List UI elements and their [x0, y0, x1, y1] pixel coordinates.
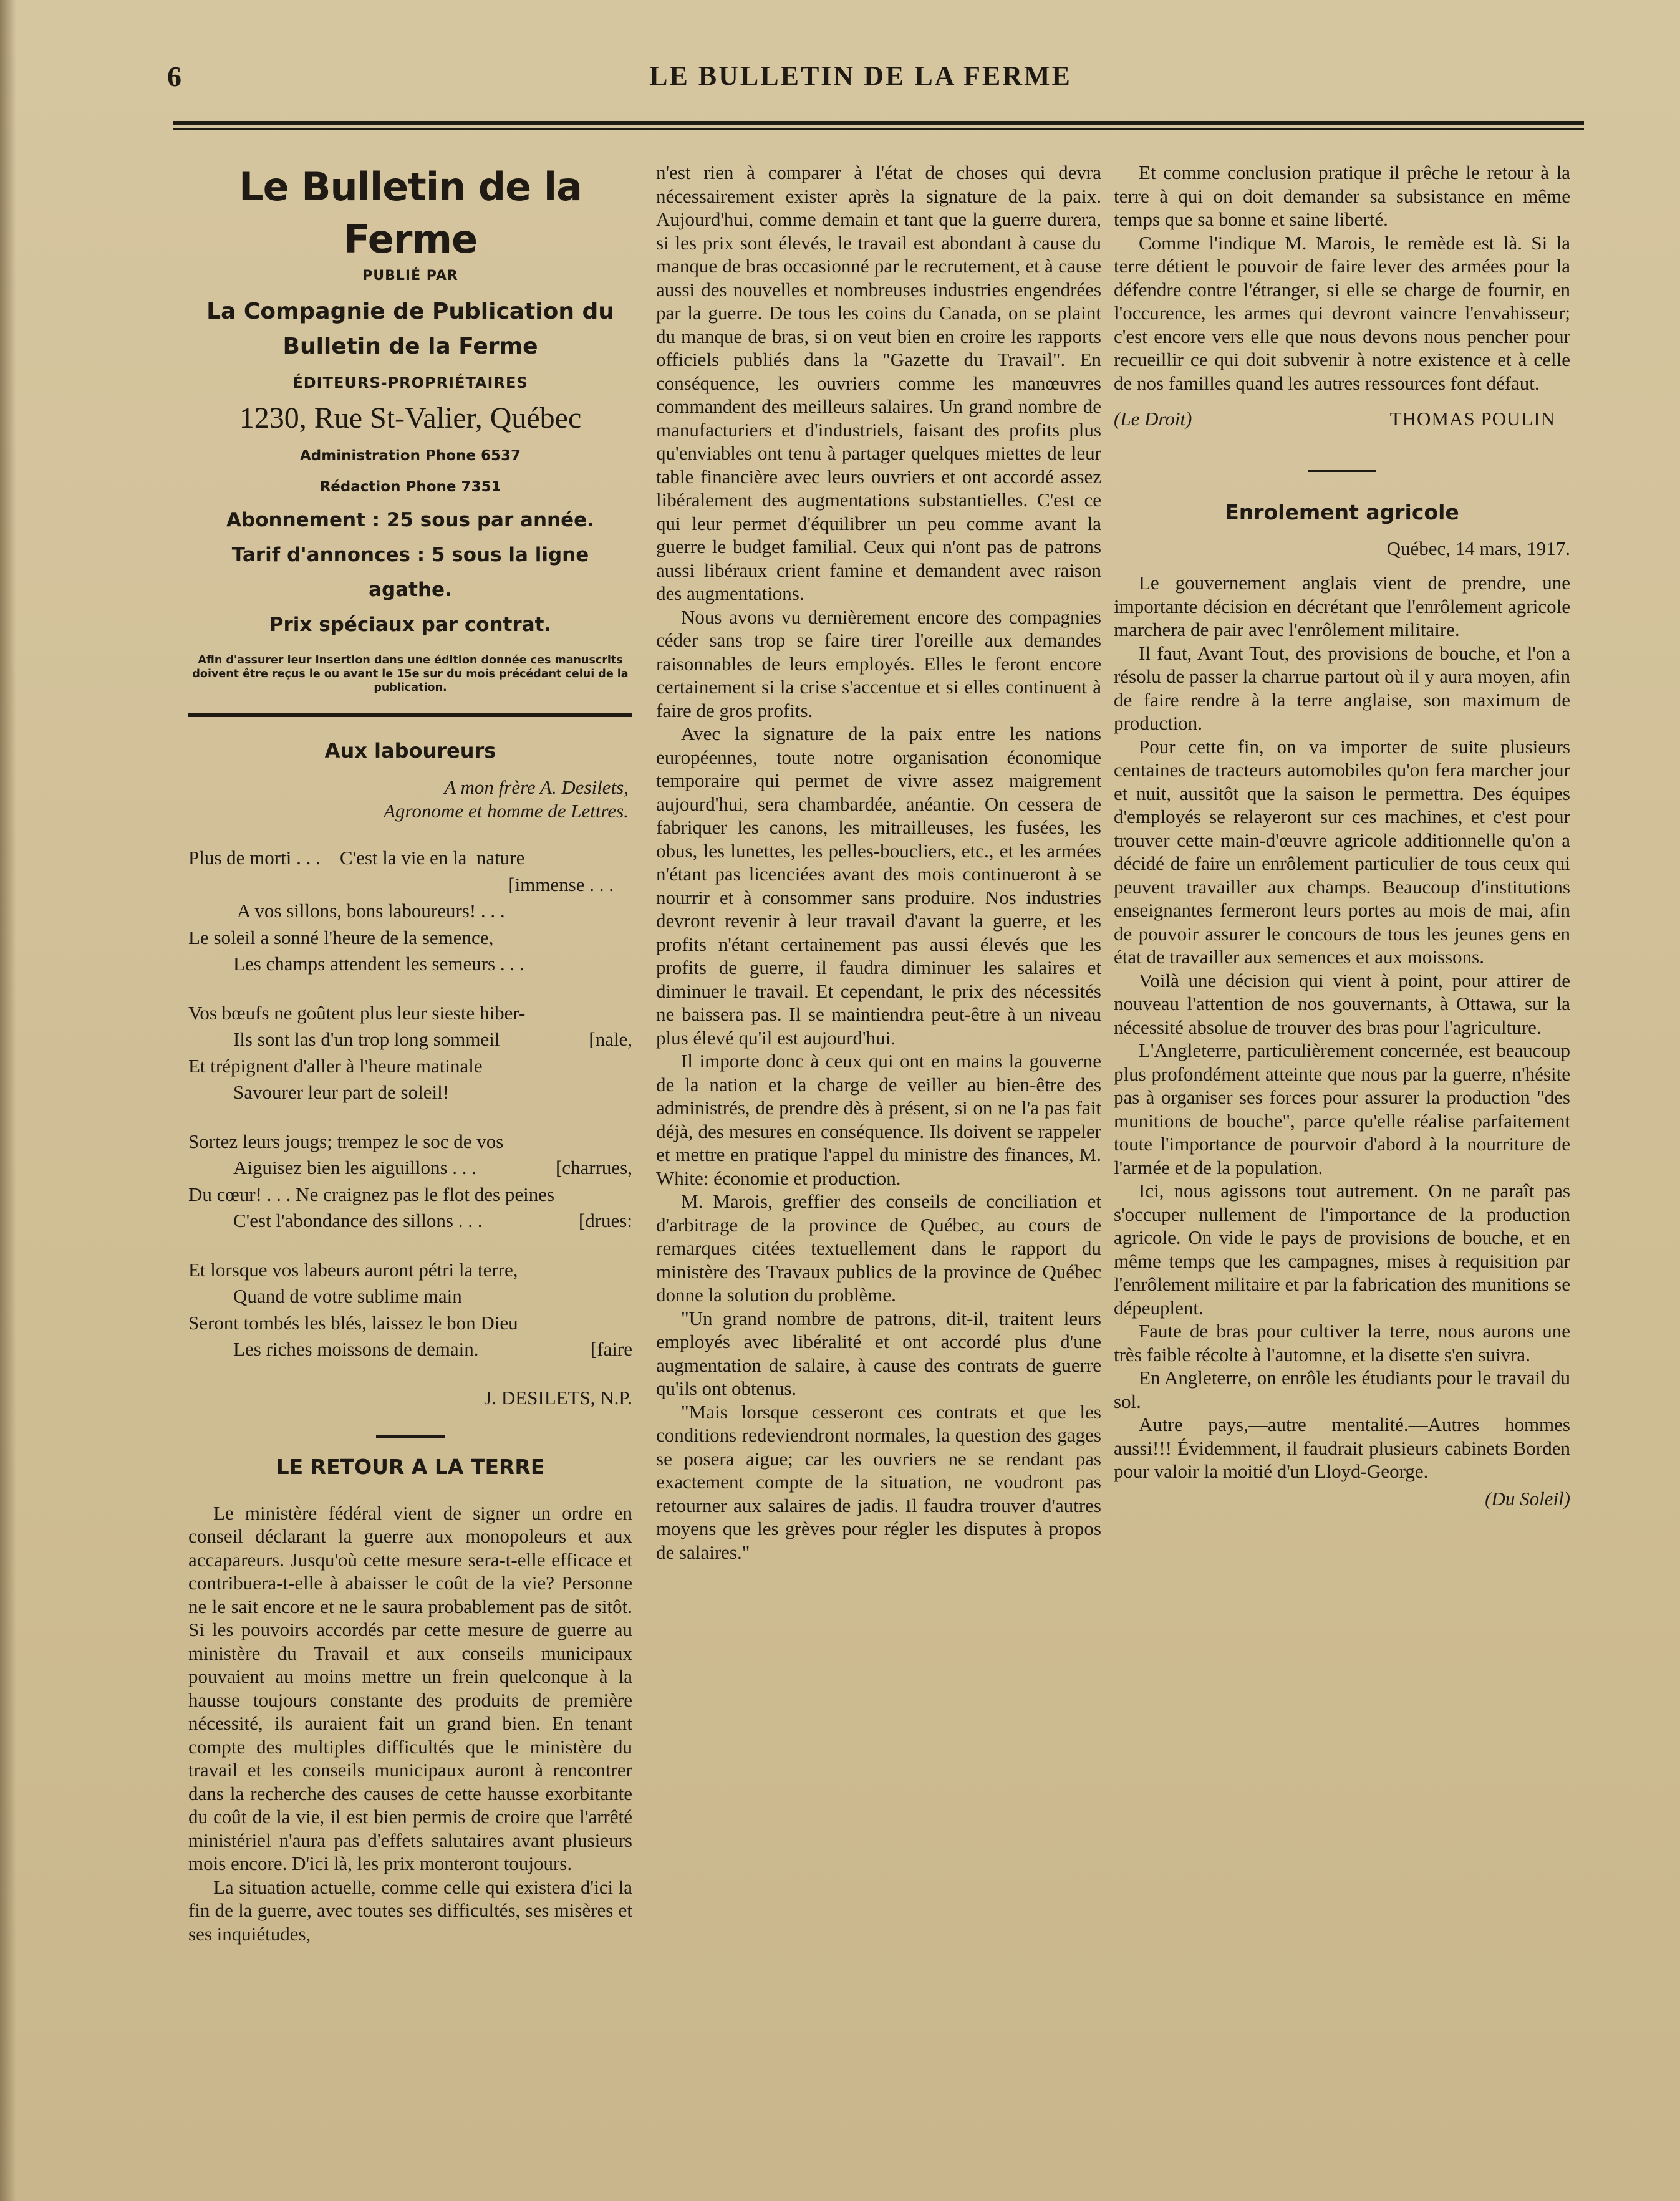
masthead-published-by: PUBLIÉ PAR: [362, 268, 458, 284]
poem-line: Du cœur! . . . Ne craignez pas le flot des peines: [188, 1183, 555, 1205]
masthead-ad-rate: Tarif d'annonces : 5 sous la ligne agathe.: [231, 544, 589, 601]
column-1: [188, 161, 632, 1945]
poem-line: Aiguisez bien les aiguillons . . . [charrues,: [233, 1157, 632, 1178]
masthead-redaction-phone: Rédaction Phone 7351: [319, 479, 501, 495]
page-binding-shadow: [0, 0, 16, 2201]
article-paragraph: Nous avons vu dernièrement encore des compagnies céder sans trop se faire tirer l'oreille aux demandes raisonnables de leurs employés. Elles le feront encore certainement si la crise s'accentue et si elles continuent à faire de gros profits.: [656, 605, 1101, 721]
header-rule: [173, 121, 1584, 125]
poem-stanza: [188, 1000, 632, 1106]
masthead-rule: [188, 713, 632, 717]
article-paragraph: En Angleterre, on enrôle les étudiants pour le travail du sol.: [1114, 1367, 1570, 1412]
poem-dedication-line2: Agronome et homme de Lettres.: [384, 799, 629, 822]
article-paragraph: Autre pays,—autre mentalité.—Autres hommes aussi!!! Évidemment, il faudrait plusieurs cabinets Borden pour valoir la moitié d'un Lloyd-George.: [1114, 1414, 1570, 1482]
article-title-enrolement: Enrolement agricole: [1225, 499, 1459, 524]
poem-line: Plus de morti . . . C'est la vie en la nature: [188, 847, 525, 869]
poem-dedication-line1: A mon frère A. Desilets,: [444, 776, 629, 798]
poem-line: Sortez leurs jougs; trempez le soc de vos: [188, 1130, 504, 1152]
article-paragraph: "Un grand nombre de patrons, dit-il, traitent leurs employés avec libéralité et ont accordé plus d'une augmentation de salaire, à cause des contrats de guerre qu'ils ont obtenus.: [656, 1307, 1101, 1399]
article-paragraph: Le gouvernement anglais vient de prendre, une importante décision en décrétant que l'enrôlement agricole marchera de pair avec l'enrôlement militaire.: [1114, 572, 1570, 640]
column-3: [1114, 161, 1570, 1510]
poem-body: [188, 845, 632, 1363]
poem-line: Vos bœufs ne goûtent plus leur sieste hiber-: [188, 1001, 526, 1024]
article-paragraph: Pour cette fin, on va importer de suite plusieurs centaines de tracteurs automobiles qu'on fera marcher jour et nuit, aussitôt que la saison le permettra. Des équipes d'employés se relayeront sur ces machines, et c'est pour trouver cette main-d'œuvre agricole additionnelle qu'on a décidé de faire un enrôlement particulier de tous ceux qui peuvent travailler aux champs. Beaucoup d'institutions enseignantes fermeront leurs portes au mois de mai, afin de pouvoir assurer le concours de tous les jeunes gens en état de travailler aux semences et aux moissons.: [1114, 735, 1570, 968]
poem-line: Le soleil a sonné l'heure de la semence,: [188, 926, 494, 948]
section-divider: [376, 1435, 445, 1438]
poem-signature: J. DESILETS, N.P.: [484, 1386, 632, 1409]
article-paragraph: L'Angleterre, particulièrement concernée, est beaucoup plus profondément atteinte que nous par la guerre, n'hésite pas à organiser ses forces pour assurer la production "des munitions de bouche", parce qu'elle réalise parfaitement toute l'importance de pourvoir d'abord à la nourriture de l'armée et de la population.: [1114, 1039, 1570, 1178]
masthead-company-line1: La Compagnie de Publication du: [206, 299, 614, 324]
poem-line: Ils sont las d'un trop long sommeil [nale,: [233, 1028, 632, 1050]
article-title-retour: LE RETOUR A LA TERRE: [276, 1454, 545, 1479]
column-2: [656, 161, 1101, 1564]
masthead-admin-phone: Administration Phone 6537: [299, 448, 521, 464]
poem-stanza: [188, 845, 632, 978]
masthead-title: Le Bulletin de la Ferme: [239, 164, 582, 262]
article-paragraph: Voilà une décision qui vient à point, pour attirer de nouveau l'attention de nos gouvernants, à Ottawa, sur la nécessité absolue de trouver des bras pour l'agriculture.: [1114, 969, 1570, 1038]
poem-title: Aux laboureurs: [324, 739, 496, 763]
article-byline: [1114, 407, 1570, 431]
article-paragraph: Le ministère fédéral vient de signer un ordre en conseil déclarant la guerre aux monopoleurs et aux accapareurs. Jusqu'où cette mesure sera-t-elle efficace et contribuera-t-elle à abaisser le coût de la vie? Personne ne le sait encore et ne le saura probablement pas de sitôt. Si les pouvoirs accordés par cette mesure de guerre au ministère du Travail et aux conseils municipaux pouvaient au moins mettre un frein quelconque à la hausse toujours constante des produits de première nécessité, ils auraient fait un grand bien. En tenant compte des multiples difficultés que le ministère du travail et les conseils municipaux auront à rencontrer dans la recherche des causes de cette hausse exorbitante du coût de la vie, il est bien permis de croire que l'arrêté ministériel n'aura pas d'effets salutaires avant plusieurs mois encore. D'ici là, les prix monteront toujours.: [188, 1501, 632, 1874]
poem-line: Et lorsque vos labeurs auront pétri la terre,: [188, 1258, 518, 1281]
page-number: 6: [167, 60, 181, 92]
article-paragraph: Il importe donc à ceux qui ont en mains la gouverne de la nation et la charge de veiller au bien-être des administrés, de prendre dès à présent, si on ne l'a pas fait déjà, des mesures en conséquence. Ils doivent se rappeler et mettre en pratique l'appel du ministre des finances, M. White: économie et production.: [656, 1050, 1101, 1189]
masthead: [188, 161, 632, 717]
article-paragraph: La situation actuelle, comme celle qui existera d'ici la fin de la guerre, avec toutes ses difficultés, ses misères et ses inquiétudes,: [188, 1876, 632, 1945]
masthead-owners: ÉDITEURS-PROPRIÉTAIRES: [292, 374, 528, 392]
poem-line: C'est l'abondance des sillons . . . [drues:: [233, 1210, 632, 1231]
poem-line: Les riches moissons de demain. [faire: [233, 1338, 632, 1360]
article-paragraph: n'est rien à comparer à l'état de choses qui devra nécessairement exister après la signature de la paix. Aujourd'hui, comme demain et tant que la guerre durera, si les prix sont élevés, le travail est abondant à cause du manque de bras occasionné par le recrutement, et à cause aussi des nouvelles et nombreuses industries engendrées par la guerre. De tous les coins du Canada, on se plaint du manque de bras, si on veut bien en croire les rapports officiels publiés dans la "Gazette du Travail". En conséquence, les ouvriers comme les manœuvres commandent des meilleurs salaires. Un grand nombre de manufacturiers et d'industriels, faisant des profits plus qu'enviables ont tenu à partager quelques miettes de leur table financière avec leurs ouvriers et ont accordé assez libéralement des augmentations substantielles. C'est ce qui leur permet d'équilibrer un peu comme avant la guerre le budget familial. Ceux qui n'ont pas de patrons aussi libéraux crient famine et demandent avec raison des augmentations.: [656, 161, 1101, 604]
section-divider: [1308, 470, 1376, 472]
poem-line: Savourer leur part de soleil!: [233, 1081, 450, 1103]
masthead-subscription: Abonnement : 25 sous par année.: [226, 509, 594, 531]
masthead-address: 1230, Rue St-Valier, Québec: [239, 402, 582, 435]
poem-stanza: [188, 1257, 632, 1363]
poem-line: A vos sillons, bons laboureurs! . . .: [237, 900, 505, 922]
article-paragraph: Il faut, Avant Tout, des provisions de bouche, et l'on a résolu de passer la charrue partout où il y aura moyen, afin de faire rendre à la terre anglaise, son maximum de production.: [1114, 642, 1570, 734]
article-paragraph: Comme l'indique M. Marois, le remède est là. Si la terre détient le pouvoir de faire lever des armées pour la défendre contre l'étranger, si elle se charge de fournir, en l'occurence, les armes qui devront vaincre l'envahisseur; c'est encore vers elle que nous devons nous pencher pour recueillir ce qui doit subvenir à notre existence et à celle de nos familles quand les autres ressources font défaut.: [1114, 231, 1570, 394]
article-paragraph: Et comme conclusion pratique il prêche le retour à la terre à qui on doit demander sa subsistance en même temps que sa bonne et saine liberté.: [1114, 161, 1570, 230]
article-source: (Du Soleil): [1485, 1487, 1570, 1510]
article-dateline: Québec, 14 mars, 1917.: [1386, 537, 1570, 559]
header-rule-thin: [173, 128, 1584, 130]
masthead-fine-print: Afin d'assurer leur insertion dans une édition donnée ces manuscrits doivent être reçus le ou avant le 15e sur du mois précédant celui de la publication.: [192, 654, 629, 694]
poem-line: Quand de votre sublime main: [233, 1285, 462, 1307]
article-paragraph: Avec la signature de la paix entre les nations européennes, toute notre organisation économique temporaire qui permet de vivre assez maigrement aujourd'hui, sera chambardée, anéantie. On cessera de fabriquer les canons, les mitrailleuses, les fusées, les obus, les lunettes, les pelles-boucliers, etc., et les armées n'étant pas licenciées avant des mois continueront à se nourrir et à consommer sans produire. Nos industries devront revenir à leur travail d'avant la guerre, et les profits n'étant certainement pas aussi élevés que les profits de guerre, il faudra diminuer les salaires et diminuer le travail. Et cependant, le prix des nécessités ne baissera pas. Il se maintiendra peut-être à un niveau plus élevé qu'il est aujourd'hui.: [656, 723, 1101, 1049]
poem-stanza: [188, 1129, 632, 1235]
article-paragraph: Ici, nous agissons tout autrement. On ne paraît pas s'occuper nullement de l'importance de la production agricole. On vide le pays de provisions de bouche, et en même temps que les campagnes, mises à requisition par l'enrôlement militaire et par la fabrication des munitions se dépeuplent.: [1114, 1180, 1570, 1319]
poem-line: Et trépignent d'aller à l'heure matinale: [188, 1054, 483, 1077]
article-author: THOMAS POULIN: [1389, 408, 1555, 430]
poem-line: Les champs attendent les semeurs . . .: [233, 953, 524, 975]
article-paragraph: M. Marois, greffier des conseils de conciliation et d'arbitrage de la province de Québec, au cours de remarques citées textuellement dans le rapport du ministère des Travaux publics de la province de Québec donne la solution du problème.: [656, 1190, 1101, 1306]
running-title: LE BULLETIN DE LA FERME: [649, 60, 1072, 91]
masthead-special-prices: Prix spéciaux par contrat.: [269, 614, 552, 636]
masthead-company-line2: Bulletin de la Ferme: [282, 334, 538, 359]
article-paragraph: Faute de bras pour cultiver la terre, nous aurons une très faible récolte à l'automne, et la disette s'en suivra.: [1114, 1320, 1570, 1365]
poem-line: [immense . . .: [508, 873, 614, 895]
article-source: (Le Droit): [1114, 408, 1192, 430]
article-paragraph: "Mais lorsque cesseront ces contrats et que les conditions redeviendront normales, la question des gages se posera aigue; car les ouvriers ne se rendant pas exactement compte de la situation, ne voudront pas retourner aux salaires de jadis. Il faudra trouver d'autres moyens que les grèves pour régler les disputes à propos de salaires.": [656, 1400, 1101, 1563]
poem-line: Seront tombés les blés, laissez le bon Dieu: [188, 1311, 518, 1334]
